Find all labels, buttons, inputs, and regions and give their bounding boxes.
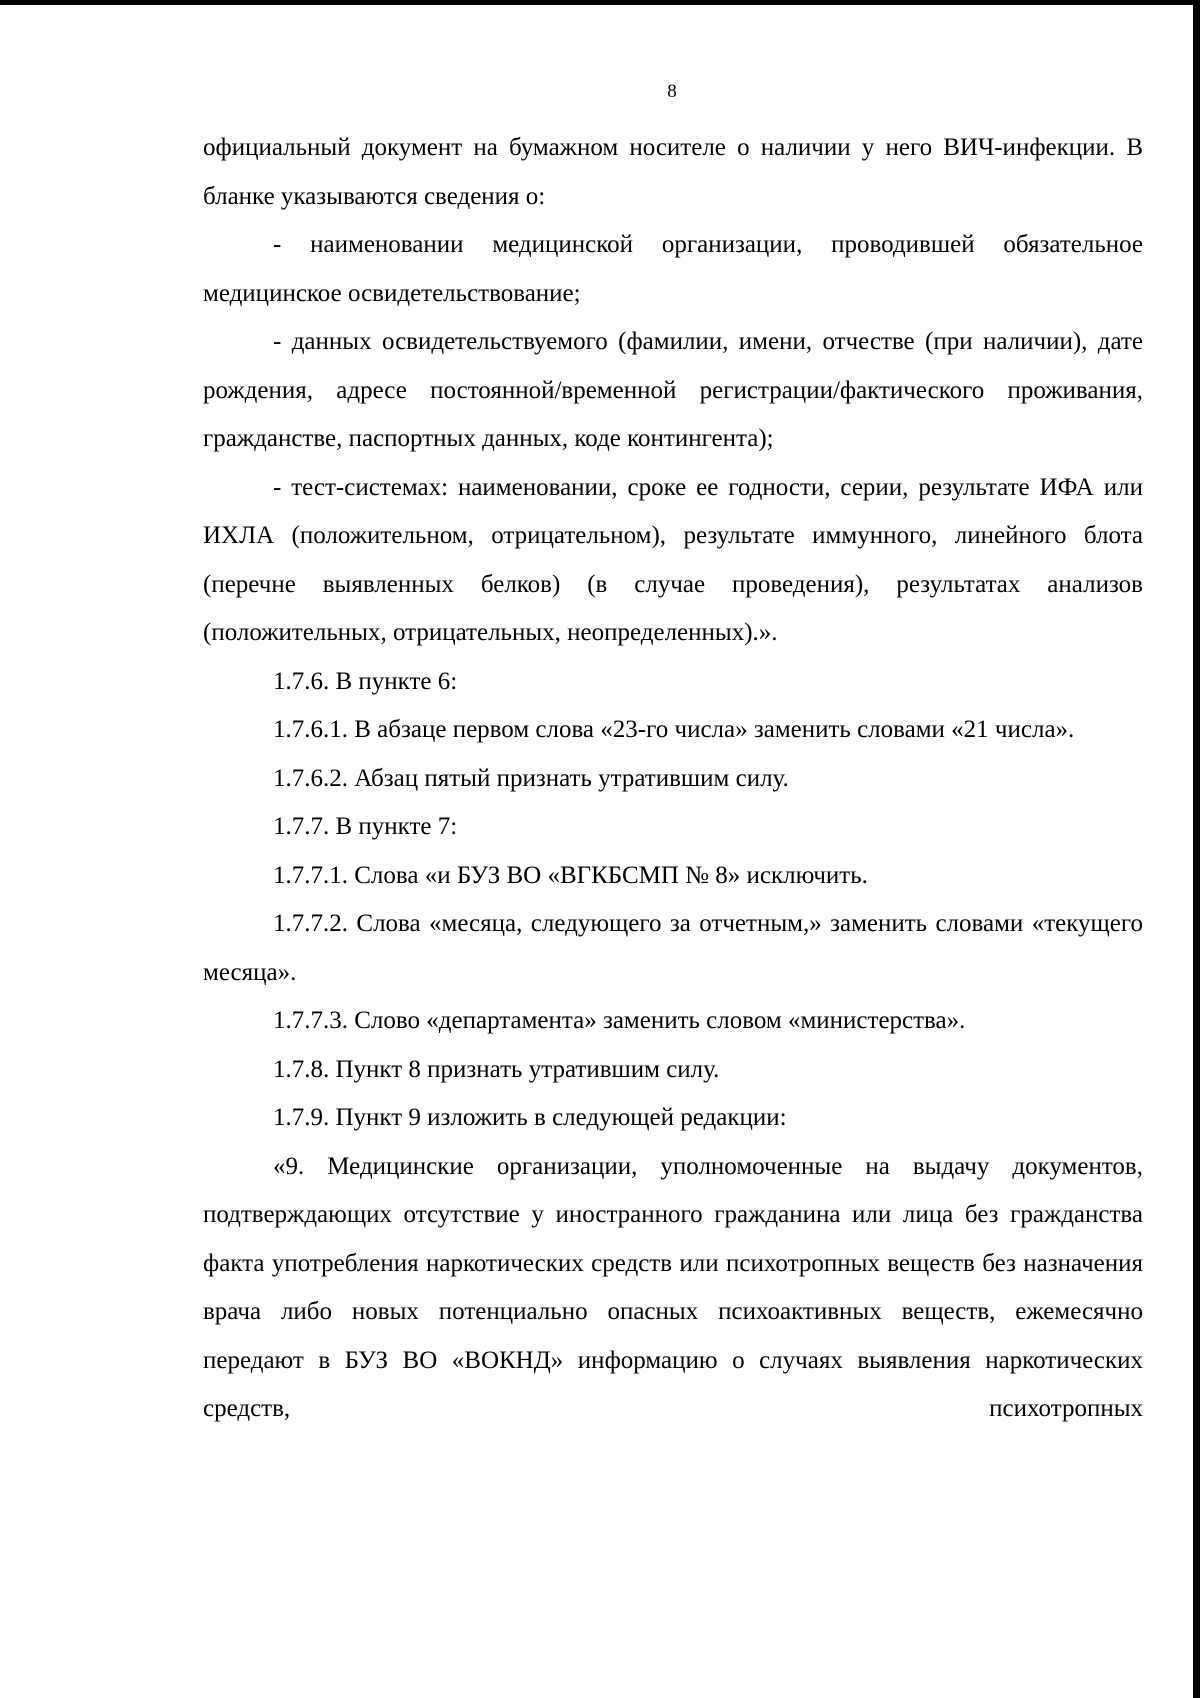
paragraph-1-7-7-2: 1.7.7.2. Слова «месяца, следующего за отчетным,» заменить словами «текущего месяца». (203, 910, 1143, 986)
document-body (203, 124, 1143, 1434)
paragraph-1-7-6-2: 1.7.6.2. Абзац пятый признать утратившим силу. (273, 764, 789, 792)
paragraph-1-7-6: 1.7.6. В пункте 6: (273, 667, 458, 695)
paragraph-1-7-9: 1.7.9. Пункт 9 изложить в следующей редакции: (273, 1104, 787, 1131)
paragraph-1-7-7: 1.7.7. В пункте 7: (273, 813, 458, 840)
paragraph-point-9-new-edition: «9. Медицинские организации, уполномоченные на выдачу документов, подтверждающих отсутствие у иностранного гражданина или лица без гражданства факта употребления наркотических средств или психотропных веществ без назначения врача либо новых потенциально опасных психоактивных веществ, ежемесячно передают в БУЗ ВО «ВОКНД» информацию о случаях выявления наркотических средств, психотропных (203, 1152, 1143, 1422)
paragraph-1-7-7-1: 1.7.7.1. Слова «и БУЗ ВО «ВГКБСМП № 8» исключить. (273, 861, 868, 889)
paragraph-examinee-data: - данных освидетельствуемого (фамилии, имени, отчестве (при наличии), дате рождения, адресе постоянной/временной регистрации/фактического проживания, гражданстве, паспортных данных, коде контингента); (203, 328, 1143, 452)
page-number: 8 (667, 81, 677, 102)
paragraph-1-7-8: 1.7.8. Пункт 8 признать утратившим силу. (273, 1055, 720, 1083)
paragraph-hiv-document: официальный документ на бумажном носителе о наличии у него ВИЧ-инфекции. В бланке указываются сведения о: (203, 134, 1143, 210)
scan-border-right (1193, 0, 1200, 1698)
paragraph-1-7-6-1: 1.7.6.1. В абзаце первом слова «23-го числа» заменить словами «21 числа». (273, 716, 1075, 743)
scan-border-top (0, 0, 1200, 5)
paragraph-medical-organization: - наименовании медицинской организации, проводившей обязательное медицинское освидетельствование; (203, 231, 1143, 307)
paragraph-1-7-7-3: 1.7.7.3. Слово «департамента» заменить словом «министерства». (273, 1007, 966, 1034)
paragraph-test-systems: - тест-системах: наименовании, сроке ее годности, серии, результате ИФА или ИХЛА (положительном, отрицательном), результате иммунного, линейного блота (перечне выявленных белков) (в случае проведения), результатах анализов (положительных, отрицательных, неопределенных).». (203, 473, 1143, 646)
